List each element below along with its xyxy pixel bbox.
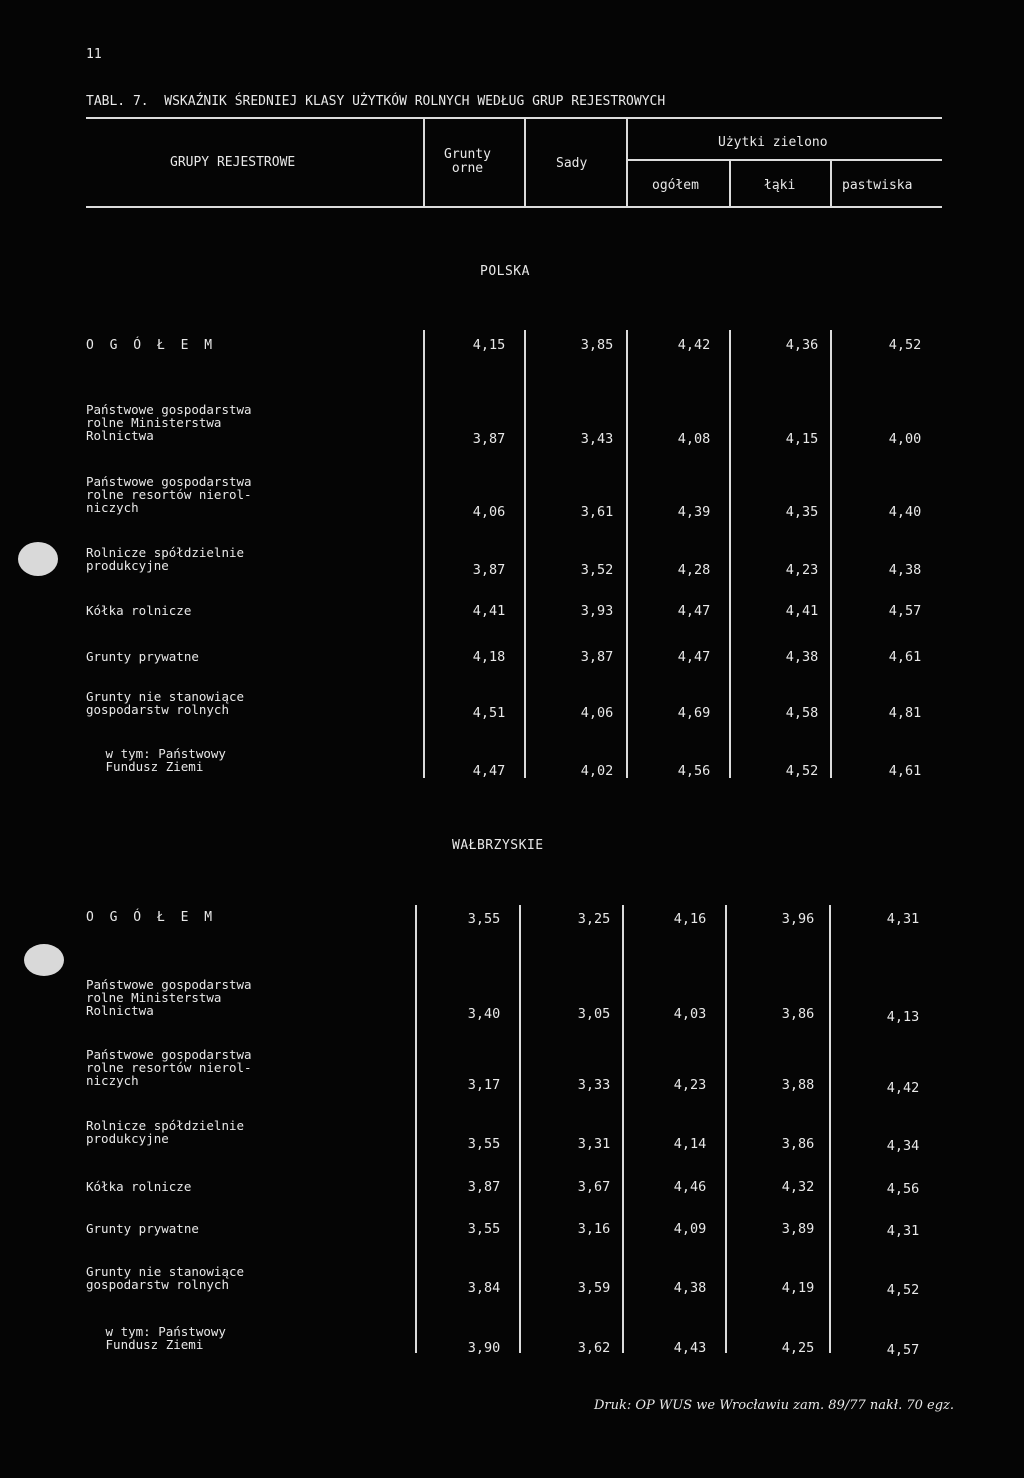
cell-arable: 4,18 xyxy=(472,649,506,665)
cell-meadows: 4,52 xyxy=(785,763,819,779)
cell-meadows: 4,58 xyxy=(785,705,819,721)
cell-meadows: 4,41 xyxy=(785,603,819,619)
cell-meadows: 4,36 xyxy=(785,337,819,353)
cell-pastures: 4,57 xyxy=(886,1342,920,1358)
cell-meadows: 4,38 xyxy=(785,649,819,665)
cell-pastures: 4,81 xyxy=(888,705,922,721)
cell-green-total: 4,09 xyxy=(673,1221,707,1237)
cell-orchards: 4,06 xyxy=(580,705,614,721)
cell-orchards: 3,43 xyxy=(580,431,614,447)
header-divider-1 xyxy=(423,117,425,206)
cell-orchards: 3,33 xyxy=(577,1077,611,1093)
cell-arable: 3,17 xyxy=(467,1077,501,1093)
cell-orchards: 3,05 xyxy=(577,1006,611,1022)
cell-arable: 3,40 xyxy=(467,1006,501,1022)
row-label-total: O G Ó Ł E M xyxy=(86,910,217,925)
cell-pastures: 4,42 xyxy=(886,1080,920,1096)
cell-green-total: 4,47 xyxy=(677,603,711,619)
cell-meadows: 3,89 xyxy=(781,1221,815,1237)
row-label: Państwowe gospodarstwa rolne resortów nierol- niczych xyxy=(86,1047,252,1088)
page-number: 11 xyxy=(86,47,102,62)
header-meadows: łąki xyxy=(764,178,796,193)
cell-meadows: 4,19 xyxy=(781,1280,815,1296)
cell-arable: 4,51 xyxy=(472,705,506,721)
cell-green-total: 4,16 xyxy=(673,911,707,927)
cell-pastures: 4,34 xyxy=(886,1138,920,1154)
cell-orchards: 4,02 xyxy=(580,763,614,779)
header-mid-rule xyxy=(628,159,942,161)
cell-meadows: 4,35 xyxy=(785,504,819,520)
row-label: Grunty nie stanowiące gospodarstw rolnych xyxy=(86,1264,245,1292)
cell-orchards: 3,59 xyxy=(577,1280,611,1296)
section-title-walbrzyskie: WAŁBRZYSKIE xyxy=(452,838,544,853)
cell-orchards: 3,62 xyxy=(577,1340,611,1356)
cell-arable: 3,55 xyxy=(467,1136,501,1152)
section-title-polska: POLSKA xyxy=(480,264,530,279)
cell-green-total: 4,56 xyxy=(677,763,711,779)
cell-arable: 4,47 xyxy=(472,763,506,779)
cell-green-total: 4,42 xyxy=(677,337,711,353)
header-divider-5 xyxy=(830,159,832,206)
table-title: TABL. 7. WSKAŹNIK ŚREDNIEJ KLASY UŻYTKÓW ROLNYCH WEDŁUG GRUP REJESTROWYCH xyxy=(86,94,666,109)
section2-col-line-1 xyxy=(415,905,417,1353)
cell-orchards: 3,67 xyxy=(577,1179,611,1195)
cell-arable: 3,87 xyxy=(467,1179,501,1195)
cell-arable: 3,84 xyxy=(467,1280,501,1296)
cell-green-total: 4,43 xyxy=(673,1340,707,1356)
cell-pastures: 4,61 xyxy=(888,649,922,665)
row-label: Kółka rolnicze xyxy=(86,1179,192,1194)
cell-arable: 4,06 xyxy=(472,504,506,520)
cell-green-total: 4,03 xyxy=(673,1006,707,1022)
punch-hole-bottom xyxy=(24,944,64,976)
punch-hole-top xyxy=(18,542,58,576)
cell-green-total: 4,08 xyxy=(677,431,711,447)
cell-meadows: 4,32 xyxy=(781,1179,815,1195)
cell-meadows: 3,96 xyxy=(781,911,815,927)
cell-arable: 4,41 xyxy=(472,603,506,619)
cell-pastures: 4,31 xyxy=(886,911,920,927)
cell-pastures: 4,61 xyxy=(888,763,922,779)
cell-pastures: 4,00 xyxy=(888,431,922,447)
row-label: Rolnicze spółdzielnie produkcyjne xyxy=(86,1118,245,1146)
cell-orchards: 3,25 xyxy=(577,911,611,927)
cell-pastures: 4,13 xyxy=(886,1009,920,1025)
cell-arable: 4,15 xyxy=(472,337,506,353)
header-bottom-rule xyxy=(86,206,942,208)
cell-green-total: 4,47 xyxy=(677,649,711,665)
cell-meadows: 4,25 xyxy=(781,1340,815,1356)
row-label-total: O G Ó Ł E M xyxy=(86,338,217,353)
row-label: Państwowe gospodarstwa rolne Ministerstwa Rolnictwa xyxy=(86,977,252,1018)
header-orchards: Sady xyxy=(556,156,588,171)
cell-green-total: 4,28 xyxy=(677,562,711,578)
section1-col-line-1 xyxy=(423,330,425,778)
header-pastures: pastwiska xyxy=(842,178,913,193)
cell-pastures: 4,38 xyxy=(888,562,922,578)
row-label: w tym: Państwowy Fundusz Ziemi xyxy=(105,746,226,774)
row-label: w tym: Państwowy Fundusz Ziemi xyxy=(105,1324,226,1352)
row-label: Rolnicze spółdzielnie produkcyjne xyxy=(86,545,245,573)
cell-pastures: 4,52 xyxy=(888,337,922,353)
printing-note: Druk: OP WUS we Wrocławiu zam. 89/77 nakł. 70 egz. xyxy=(594,1398,955,1413)
cell-arable: 3,55 xyxy=(467,911,501,927)
cell-pastures: 4,40 xyxy=(888,504,922,520)
cell-orchards: 3,31 xyxy=(577,1136,611,1152)
cell-orchards: 3,61 xyxy=(580,504,614,520)
header-top-rule xyxy=(86,117,942,119)
cell-green-total: 4,23 xyxy=(673,1077,707,1093)
cell-orchards: 3,87 xyxy=(580,649,614,665)
cell-green-total: 4,69 xyxy=(677,705,711,721)
cell-meadows: 3,86 xyxy=(781,1006,815,1022)
cell-pastures: 4,56 xyxy=(886,1181,920,1197)
cell-pastures: 4,52 xyxy=(886,1282,920,1298)
cell-pastures: 4,57 xyxy=(888,603,922,619)
cell-orchards: 3,85 xyxy=(580,337,614,353)
cell-green-total: 4,39 xyxy=(677,504,711,520)
cell-orchards: 3,16 xyxy=(577,1221,611,1237)
cell-orchards: 3,52 xyxy=(580,562,614,578)
cell-orchards: 3,93 xyxy=(580,603,614,619)
cell-green-total: 4,14 xyxy=(673,1136,707,1152)
cell-green-total: 4,46 xyxy=(673,1179,707,1195)
cell-meadows: 3,88 xyxy=(781,1077,815,1093)
row-label: Grunty prywatne xyxy=(86,649,199,664)
header-divider-4 xyxy=(729,159,731,206)
header-green: Użytki zielono xyxy=(718,135,828,150)
row-label: Grunty nie stanowiące gospodarstw rolnych xyxy=(86,689,245,717)
header-divider-2 xyxy=(524,117,526,206)
cell-pastures: 4,31 xyxy=(886,1223,920,1239)
cell-meadows: 4,15 xyxy=(785,431,819,447)
cell-arable: 3,87 xyxy=(472,562,506,578)
header-arable: Grunty orne xyxy=(444,147,491,176)
row-label: Państwowe gospodarstwa rolne Ministerstwa Rolnictwa xyxy=(86,402,252,443)
row-label: Kółka rolnicze xyxy=(86,603,192,618)
header-groups: GRUPY REJESTROWE xyxy=(170,155,296,170)
header-total: ogółem xyxy=(652,178,699,193)
row-label: Grunty prywatne xyxy=(86,1221,199,1236)
cell-meadows: 3,86 xyxy=(781,1136,815,1152)
cell-meadows: 4,23 xyxy=(785,562,819,578)
cell-arable: 3,55 xyxy=(467,1221,501,1237)
row-label: Państwowe gospodarstwa rolne resortów nierol- niczych xyxy=(86,474,252,515)
header-divider-3 xyxy=(626,117,628,206)
cell-arable: 3,87 xyxy=(472,431,506,447)
cell-arable: 3,90 xyxy=(467,1340,501,1356)
cell-green-total: 4,38 xyxy=(673,1280,707,1296)
